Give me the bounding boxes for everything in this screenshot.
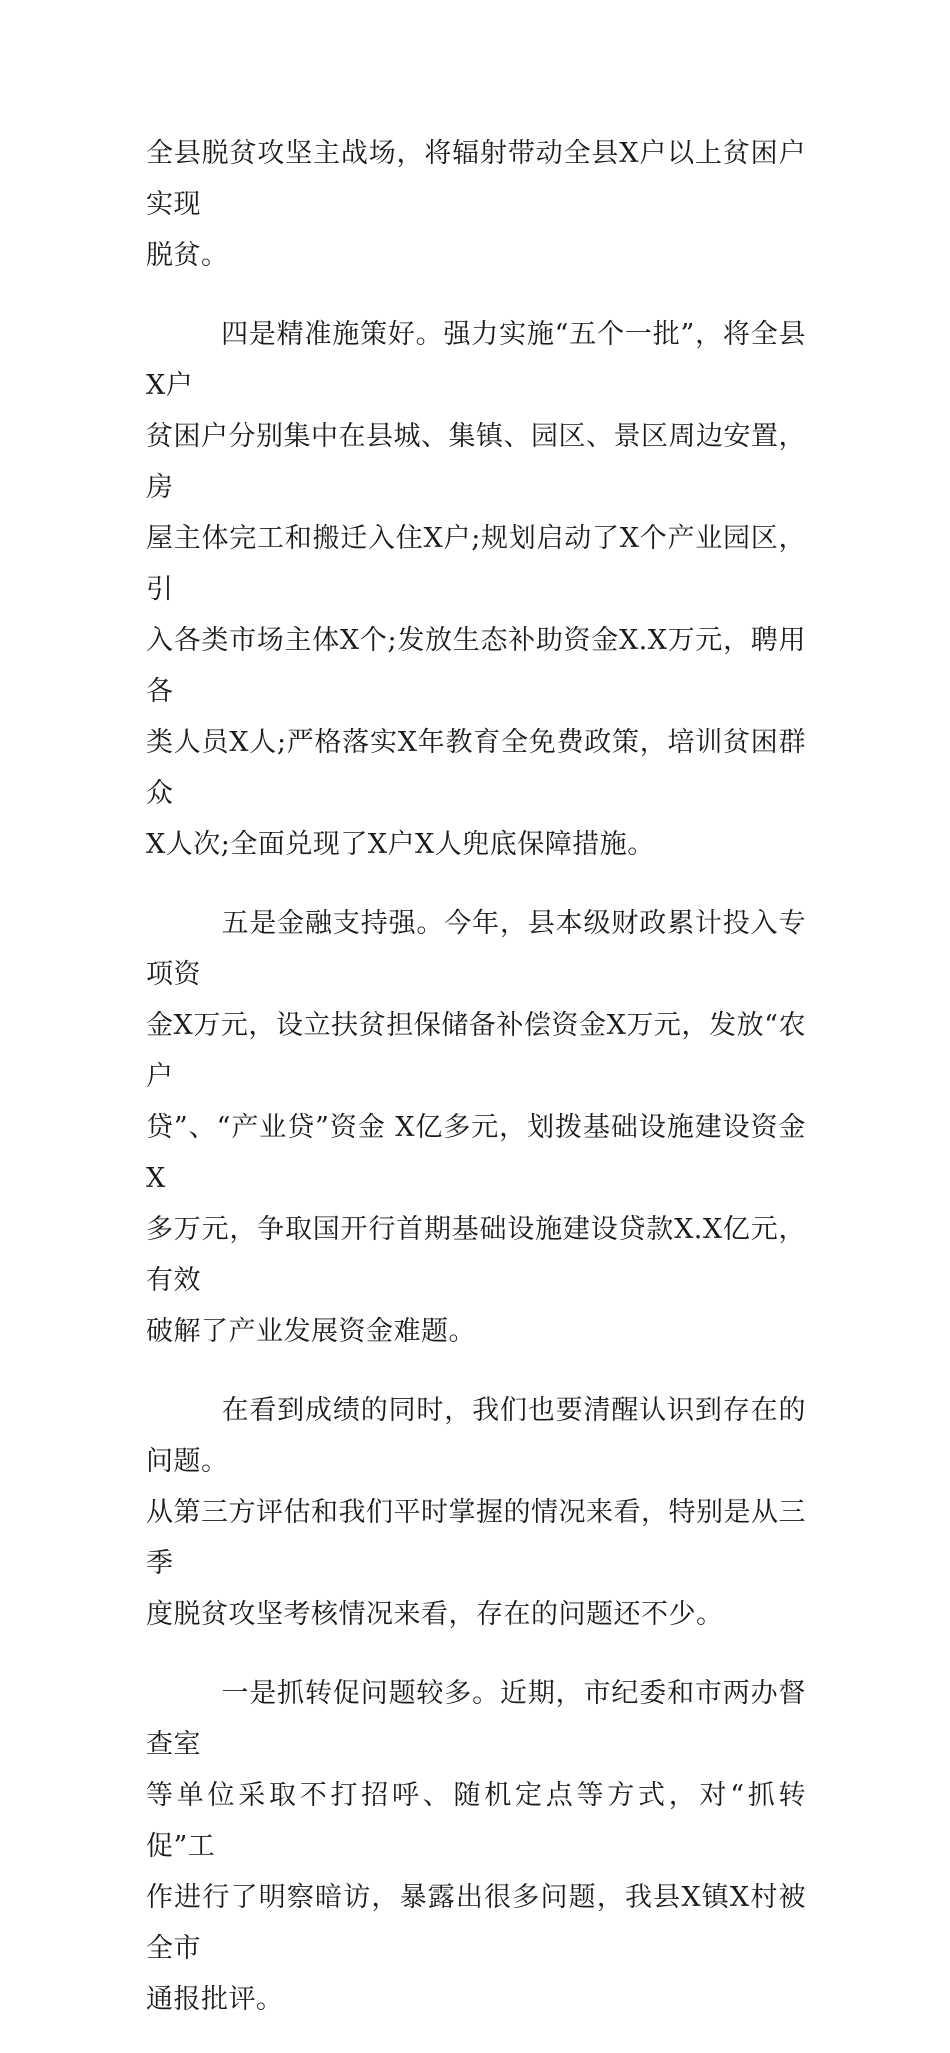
paragraph-continuation: 全县脱贫攻坚主战场，将辐射带动全县X户以上贫困户实现 脱贫。 [146,138,806,271]
paragraph-problem-one: 一是抓转促问题较多。近期，市纪委和市两办督查室 等单位采取不打招呼、随机定点等方式，对“抓转促”工 作进行了明察暗访，暴露出很多问题，我县X镇X村被全市 通报批评。 [146,1678,806,2015]
paragraph-financial-support: 五是金融支持强。今年，县本级财政累计投入专项资 金X万元，设立扶贫担保储备补偿资金X万元，发放“农户 贷”、“产业贷”资金 X亿多元，划拨基础设施建设资金X 多万元，争取国开行首期基础设施建设贷款X.X亿元，有效 破解了产业发展资金难题。 [146,908,806,1347]
document-body [146,128,806,2053]
paragraph-problems-intro: 在看到成绩的同时，我们也要清醒认识到存在的问题。 从第三方评估和我们平时掌握的情况来看，特别是从三季 度脱贫攻坚考核情况来看，存在的问题还不少。 [146,1395,806,1630]
paragraph-policy-implementation: 四是精准施策好。强力实施“五个一批”，将全县X户 贫困户分别集中在县城、集镇、园区、景区周边安置，房 屋主体完工和搬迁入住X户;规划启动了X个产业园区，引 入各类市场主体X个;发放生态补助资金X.X万元，聘用各 类人员X人;严格落实X年教育全免费政策，培训贫困群众 X人次;全面兑现了X户X人兜底保障措施。 [146,319,806,860]
